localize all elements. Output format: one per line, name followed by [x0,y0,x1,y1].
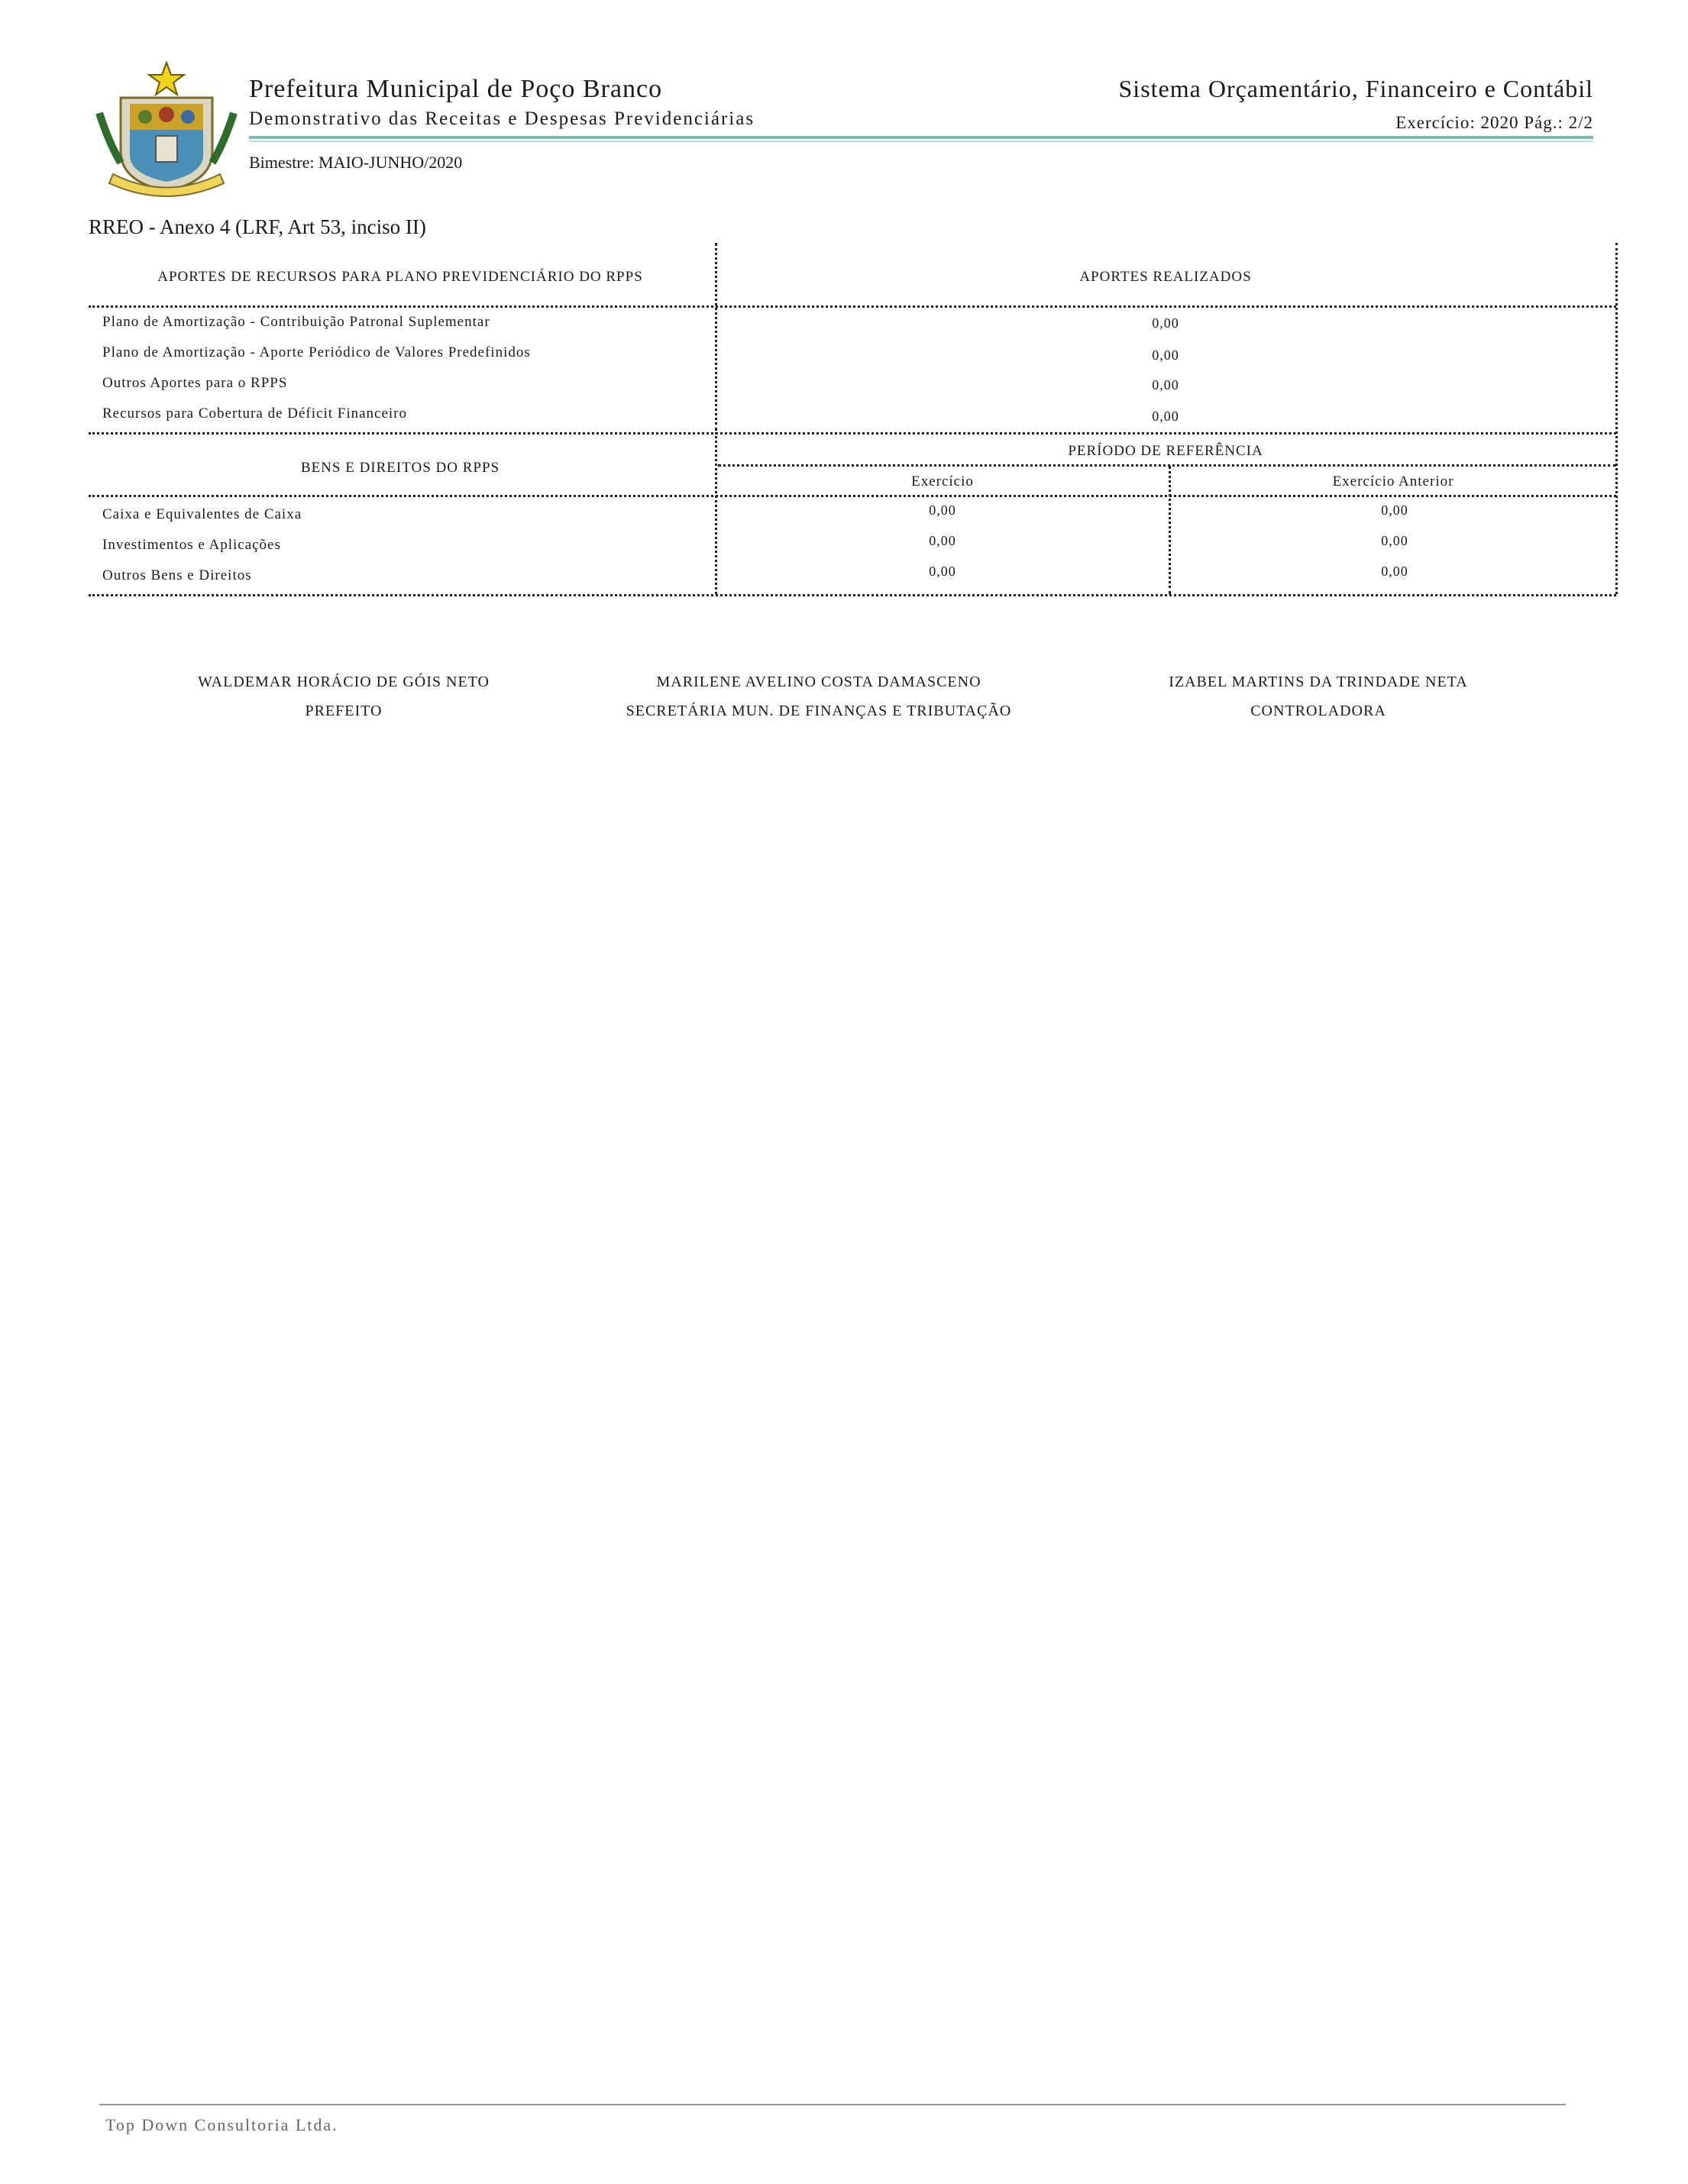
bens-row-exercicio: 0,00 [929,533,956,548]
table-rule [718,464,1616,467]
table-divider [1169,466,1171,594]
table-divider [715,243,717,431]
periodo-header: PERÍODO DE REFERÊNCIA [1068,443,1263,459]
sub-header-exercicio-anterior: Exercício Anterior [1332,473,1454,489]
bens-row-label: Outros Bens e Direitos [102,567,252,583]
aportes-row-value: 0,00 [1152,315,1179,331]
exercicio-page-label: Exercício: 2020 Pág.: 2/2 [1395,113,1593,132]
aportes-row-label: Recursos para Cobertura de Déficit Financeiro [102,405,408,422]
aportes-row-value: 0,00 [1152,347,1179,363]
anexo-title: RREO - Anexo 4 (LRF, Art 53, inciso II) [89,215,426,238]
system-name: Sistema Orçamentário, Financeiro e Contábil [1118,75,1593,102]
header-rule [249,136,1593,139]
aportes-row-value: 0,00 [1152,409,1179,424]
table-rule [89,305,1616,308]
bimestre-label: Bimestre: MAIO-JUNHO/2020 [249,153,463,172]
aportes-header-col2: APORTES REALIZADOS [1079,269,1252,285]
signature-role: CONTROLADORA [1250,703,1386,719]
report-subtitle: Demonstrativo das Receitas e Despesas Previdenciárias [249,108,755,129]
aportes-header-col1: APORTES DE RECURSOS PARA PLANO PREVIDENCIÁRIO DO RPPS [157,269,643,285]
aportes-row-label: Plano de Amortização - Aporte Periódico de Valores Predefinidos [102,344,531,360]
municipal-coat-of-arms [90,60,243,203]
footer-rule [99,2104,1566,2105]
aportes-row-value: 0,00 [1152,377,1179,393]
bens-header-col1: BENS E DIREITOS DO RPPS [300,460,500,476]
aportes-row-label: Plano de Amortização - Contribuição Patronal Suplementar [102,314,490,330]
bens-row-anterior: 0,00 [1381,564,1408,579]
signature-name: MARILENE AVELINO COSTA DAMASCENO [656,674,981,690]
bens-row-exercicio: 0,00 [929,564,956,579]
footer-company: Top Down Consultoria Ltda. [105,2115,338,2134]
table-rule [89,432,1616,435]
page-title: Prefeitura Municipal de Poço Branco [249,75,663,103]
sub-header-exercicio: Exercício [911,473,974,489]
header-rule-light [249,141,1593,142]
signature-name: WALDEMAR HORÁCIO DE GÓIS NETO [198,674,490,690]
signature-role: PREFEITO [305,703,383,719]
table-rule [89,594,1616,596]
table-right-border [1615,243,1618,594]
bens-row-label: Caixa e Equivalentes de Caixa [102,506,302,522]
aportes-row-label: Outros Aportes para o RPPS [102,375,288,391]
bens-row-anterior: 0,00 [1381,502,1408,518]
signature-role: SECRETÁRIA MUN. DE FINANÇAS E TRIBUTAÇÃO [626,703,1012,719]
signature-name: IZABEL MARTINS DA TRINDADE NETA [1169,674,1468,690]
bens-row-label: Investimentos e Aplicações [102,537,281,553]
bens-row-anterior: 0,00 [1381,533,1408,548]
table-divider [715,432,717,594]
bens-row-exercicio: 0,00 [929,502,956,518]
table-rule [89,495,1616,497]
